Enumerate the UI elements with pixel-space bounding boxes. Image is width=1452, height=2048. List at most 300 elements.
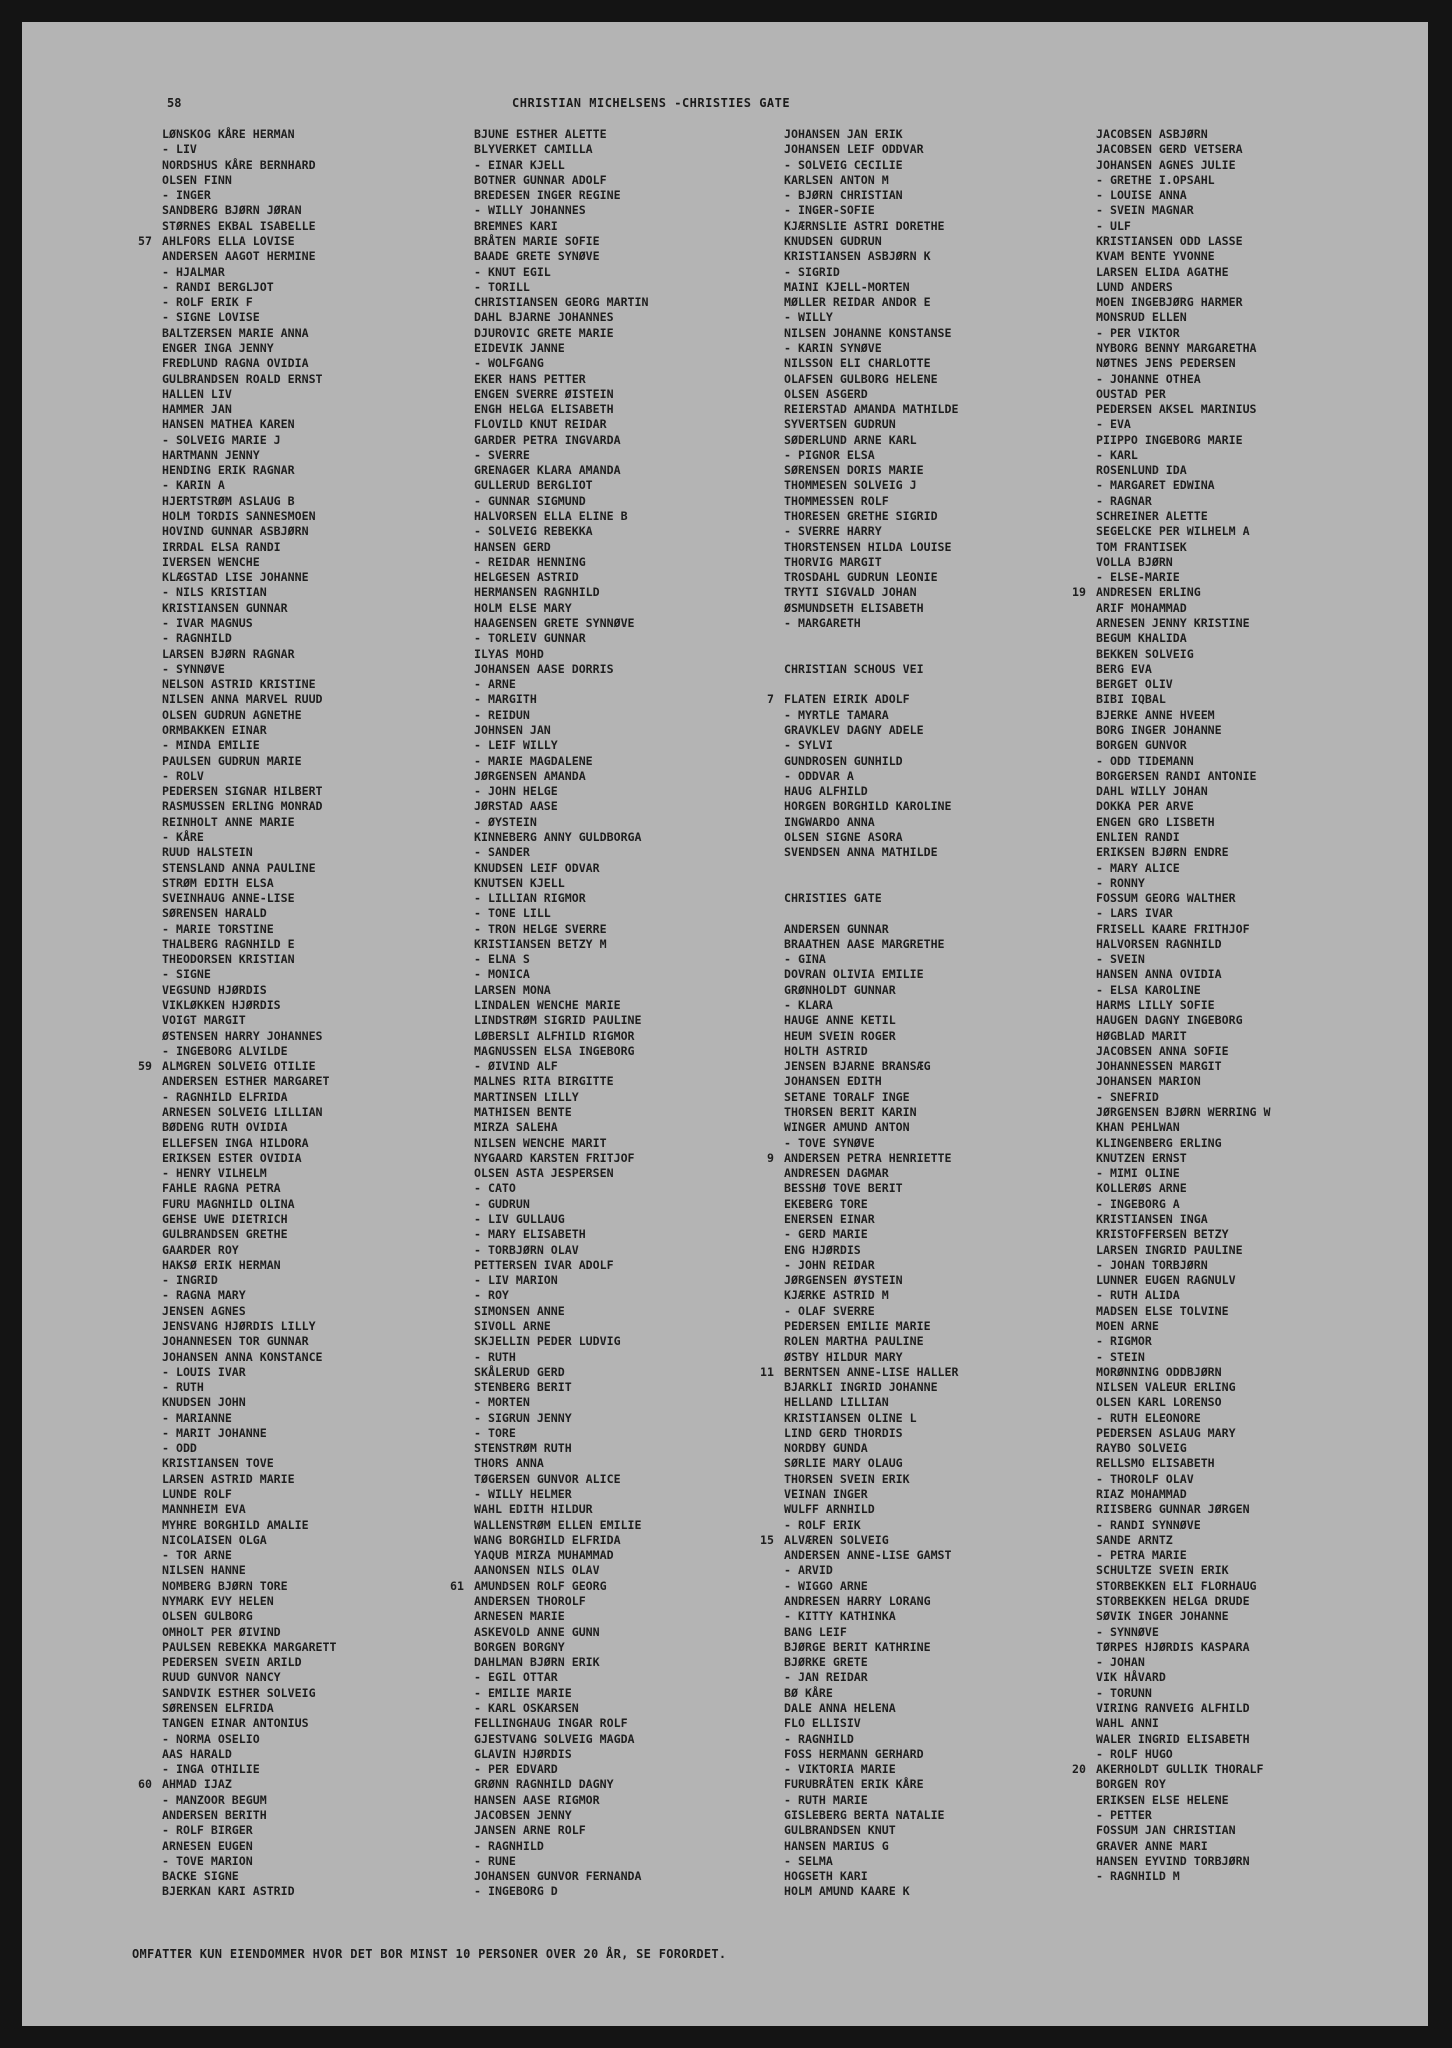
- resident-name: MANNHEIM EVA: [162, 1502, 246, 1517]
- resident-name: - HENRY VILHELM: [162, 1166, 267, 1181]
- resident-name: GRØNHOLDT GUNNAR: [784, 982, 896, 997]
- resident-name: ANDERSEN PETRA HENRIETTE: [784, 1150, 952, 1165]
- resident-line: [474, 142, 649, 157]
- resident-name: FLATEN EIRIK ADOLF: [784, 692, 910, 707]
- resident-line: [162, 1640, 337, 1655]
- resident-line: [474, 1472, 649, 1487]
- resident-line: [784, 1747, 959, 1762]
- resident-name: TANGEN EINAR ANTONIUS: [162, 1716, 309, 1731]
- resident-name: BREDESEN INGER REGINE: [474, 188, 621, 203]
- resident-line: [1096, 1793, 1271, 1808]
- resident-line: [784, 142, 959, 157]
- resident-name: - RUTH: [162, 1380, 204, 1395]
- resident-name: ALMGREN SOLVEIG OTILIE: [162, 1059, 316, 1074]
- resident-name: - EVA: [1096, 417, 1131, 432]
- resident-name: FOSSUM JAN CHRISTIAN: [1096, 1823, 1236, 1838]
- resident-name: KNUTZEN ERNST: [1096, 1150, 1187, 1165]
- resident-name: - MINDA EMILIE: [162, 738, 260, 753]
- resident-name: WULFF ARNHILD: [784, 1502, 875, 1517]
- resident-line: [474, 1747, 649, 1762]
- resident-name: MADSEN ELSE TOLVINE: [1096, 1303, 1229, 1318]
- resident-name: MALNES RITA BIRGITTE: [474, 1074, 614, 1089]
- resident-name: BJØRKE GRETE: [784, 1655, 868, 1670]
- resident-name: GRAVKLEV DAGNY ADELE: [784, 722, 924, 737]
- resident-line: [784, 723, 959, 738]
- resident-name: BORGERSEN RANDI ANTONIE: [1096, 768, 1257, 783]
- resident-name: BOTNER GUNNAR ADOLF: [474, 172, 607, 187]
- resident-line: [162, 967, 337, 982]
- resident-line: [1096, 372, 1271, 387]
- resident-line: [1096, 1395, 1271, 1410]
- resident-line: [784, 1686, 959, 1701]
- resident-line: [162, 1609, 337, 1624]
- resident-line: [784, 1334, 959, 1349]
- resident-name: SCHREINER ALETTE: [1096, 509, 1208, 524]
- resident-line: [162, 1533, 337, 1548]
- resident-name: KJÆRKE ASTRID M: [784, 1288, 889, 1303]
- resident-name: SØRENSEN DORIS MARIE: [784, 463, 924, 478]
- resident-name: ENGEN GRO LISBETH: [1096, 814, 1215, 829]
- resident-line: [1096, 723, 1271, 738]
- resident-name: LØNSKOG KÅRE HERMAN: [162, 127, 295, 141]
- resident-line: [784, 1762, 959, 1777]
- resident-name: NILSEN ANNA MARVEL RUUD: [162, 692, 323, 707]
- resident-name: - MARIT JOHANNE: [162, 1425, 267, 1440]
- resident-name: - RAGNHILD: [784, 1731, 854, 1746]
- resident-line: [784, 891, 959, 906]
- resident-name: FOSS HERMANN GERHARD: [784, 1746, 924, 1761]
- resident-name: ORMBAKKEN EINAR: [162, 722, 267, 737]
- resident-line: [784, 922, 959, 937]
- resident-name: TØGERSEN GUNVOR ALICE: [474, 1471, 621, 1486]
- resident-line: [162, 784, 337, 799]
- resident-line: [162, 1197, 337, 1212]
- resident-line: [1096, 1686, 1271, 1701]
- resident-name: - REIDAR HENNING: [474, 554, 586, 569]
- resident-name: GUNDROSEN GUNHILD: [784, 753, 903, 768]
- resident-name: JØRGENSEN AMANDA: [474, 768, 586, 783]
- resident-line: [474, 188, 649, 203]
- resident-line: [1096, 1640, 1271, 1655]
- resident-name: - GUDRUN: [474, 1196, 530, 1211]
- resident-name: - TORUNN: [1096, 1685, 1152, 1700]
- resident-line: [1096, 127, 1271, 142]
- resident-line: [474, 1197, 649, 1212]
- resident-line: [162, 1273, 337, 1288]
- resident-name: - TRON HELGE SVERRE: [474, 921, 607, 936]
- resident-line: [784, 1793, 959, 1808]
- resident-name: HOLM AMUND KAARE K: [784, 1884, 910, 1899]
- resident-line: [1096, 555, 1271, 570]
- resident-name: MAINI KJELL-MORTEN: [784, 279, 910, 294]
- resident-line: [784, 1625, 959, 1640]
- resident-name: YAQUB MIRZA MUHAMMAD: [474, 1548, 614, 1563]
- resident-line: [1096, 1716, 1271, 1731]
- resident-line: [1096, 356, 1271, 371]
- resident-name: JOHNSEN JAN: [474, 722, 551, 737]
- resident-line: [784, 1670, 959, 1685]
- resident-name: - ROLF HUGO: [1096, 1746, 1173, 1761]
- resident-name: MORØNNING ODDBJØRN: [1096, 1364, 1222, 1379]
- resident-name: OLSEN SIGNE ASORA: [784, 829, 903, 844]
- resident-line: [474, 326, 649, 341]
- resident-line: [1096, 1365, 1271, 1380]
- resident-name: ANDRESEN DAGMAR: [784, 1166, 889, 1181]
- resident-line: [784, 1074, 959, 1089]
- resident-name: RELLSMO ELISABETH: [1096, 1456, 1215, 1471]
- resident-name: - TORILL: [474, 279, 530, 294]
- resident-line: [162, 433, 337, 448]
- resident-name: HANSEN MATHEA KAREN: [162, 417, 295, 432]
- resident-line: [162, 815, 337, 830]
- resident-name: - ROLV: [162, 768, 204, 783]
- resident-line: [474, 341, 649, 356]
- resident-line: [1096, 1243, 1271, 1258]
- resident-name: - LOUIS IVAR: [162, 1364, 246, 1379]
- resident-name: MOEN INGEBJØRG HARMER: [1096, 295, 1243, 310]
- resident-name: OLSEN GUDRUN AGNETHE: [162, 707, 302, 722]
- resident-line: [474, 249, 649, 264]
- resident-line: [474, 524, 649, 539]
- resident-line: [162, 738, 337, 753]
- resident-name: - MARY ELISABETH: [474, 1227, 586, 1242]
- resident-line: [784, 219, 959, 234]
- resident-name: - INGRID: [162, 1273, 218, 1288]
- resident-name: KOLLERØS ARNE: [1096, 1181, 1187, 1196]
- resident-line: [162, 1105, 337, 1120]
- resident-name: BESSHØ TOVE BERIT: [784, 1181, 903, 1196]
- resident-name: - LIV GULLAUG: [474, 1211, 565, 1226]
- resident-line: [162, 861, 337, 876]
- resident-name: - SIGRID: [784, 264, 840, 279]
- resident-name: HØGBLAD MARIT: [1096, 1028, 1187, 1043]
- resident-line: [784, 1655, 959, 1670]
- resident-name: DALE ANNA HELENA: [784, 1700, 896, 1715]
- resident-line: [1096, 1502, 1271, 1517]
- resident-line: [162, 662, 337, 677]
- resident-line: [784, 601, 959, 616]
- resident-name: FLO ELLISIV: [784, 1716, 861, 1731]
- resident-line: [1096, 1212, 1271, 1227]
- resident-name: HAKSØ ERIK HERMAN: [162, 1257, 281, 1272]
- resident-line: [474, 601, 649, 616]
- resident-line: [162, 1258, 337, 1273]
- resident-line: [1096, 1044, 1271, 1059]
- resident-line: [1096, 1334, 1271, 1349]
- resident-name: PEDERSEN ASLAUG MARY: [1096, 1425, 1236, 1440]
- resident-line: [784, 830, 959, 845]
- resident-line: [162, 494, 337, 509]
- resident-line: [162, 876, 337, 891]
- resident-name: - ELNA S: [474, 952, 530, 967]
- resident-line: [474, 1350, 649, 1365]
- resident-line: [1096, 509, 1271, 524]
- resident-name: - ARNE: [474, 677, 516, 692]
- resident-line: [1096, 1029, 1271, 1044]
- resident-name: BERG EVA: [1096, 661, 1152, 676]
- resident-name: KRISTIANSEN TOVE: [162, 1456, 274, 1471]
- resident-name: GISLEBERG BERTA NATALIE: [784, 1807, 945, 1822]
- resident-line: [1096, 1411, 1271, 1426]
- resident-line: [474, 1243, 649, 1258]
- resident-name: - JOHANNE OTHEA: [1096, 371, 1201, 386]
- resident-name: - RAGNHILD: [162, 631, 232, 646]
- resident-line: [162, 280, 337, 295]
- resident-name: HAAGENSEN GRETE SYNNØVE: [474, 616, 635, 630]
- resident-line: [1096, 738, 1271, 753]
- resident-name: HANSEN ANNA OVIDIA: [1096, 967, 1222, 982]
- resident-name: - RAGNHILD ELFRIDA: [162, 1089, 288, 1104]
- resident-name: HAUG ALFHILD: [784, 784, 868, 799]
- resident-name: ARNESEN MARIE: [474, 1609, 565, 1624]
- resident-line: [162, 1869, 337, 1884]
- resident-name: - SIGNE LOVISE: [162, 310, 260, 325]
- resident-name: JØRSTAD AASE: [474, 799, 558, 814]
- resident-line: [474, 1732, 649, 1747]
- resident-line: [162, 1472, 337, 1487]
- resident-name: - MARIE MAGDALENE: [474, 753, 593, 768]
- resident-line: [1096, 387, 1271, 402]
- resident-name: RASMUSSEN ERLING MONRAD: [162, 799, 323, 814]
- resident-line: [162, 799, 337, 814]
- resident-line: [784, 1869, 959, 1884]
- resident-line: [162, 1518, 337, 1533]
- resident-name: HENDING ERIK RAGNAR: [162, 463, 295, 478]
- resident-name: SKJELLIN PEDER LUDVIG: [474, 1334, 621, 1349]
- resident-line: [784, 1487, 959, 1502]
- resident-name: HAUGEN DAGNY INGEBORG: [1096, 1013, 1243, 1028]
- resident-name: ENGER INGA JENNY: [162, 340, 274, 355]
- resident-line: [784, 952, 959, 967]
- resident-line: [1096, 830, 1271, 845]
- resident-name: WAHL ANNI: [1096, 1716, 1159, 1731]
- resident-line: [1096, 1609, 1271, 1624]
- resident-name: LARSEN ELIDA AGATHE: [1096, 264, 1229, 279]
- resident-line: [474, 1090, 649, 1105]
- resident-line: [474, 1701, 649, 1716]
- resident-line: [784, 1166, 959, 1181]
- resident-name: SVEINHAUG ANNE-LISE: [162, 891, 295, 906]
- resident-name: - RIGMOR: [1096, 1334, 1152, 1349]
- resident-line: [784, 738, 959, 753]
- resident-name: JOHANSEN JAN ERIK: [784, 127, 903, 141]
- resident-line: [1096, 937, 1271, 952]
- resident-name: BJARKLI INGRID JOHANNE: [784, 1380, 938, 1395]
- resident-line: [784, 876, 959, 891]
- resident-line: [474, 692, 649, 707]
- resident-line: [784, 1197, 959, 1212]
- resident-name: ANDERSEN AAGOT HERMINE: [162, 249, 316, 264]
- resident-line: [1096, 249, 1271, 264]
- resident-line: [784, 769, 959, 784]
- resident-line: [474, 922, 649, 937]
- resident-line: [162, 998, 337, 1013]
- resident-name: HELGESEN ASTRID: [474, 570, 579, 585]
- resident-name: BACKE SIGNE: [162, 1869, 239, 1884]
- resident-name: - INGEBORG ALVILDE: [162, 1043, 288, 1058]
- resident-line: [474, 1288, 649, 1303]
- resident-name: OMHOLT PER ØIVIND: [162, 1624, 281, 1639]
- resident-name: - MARIE TORSTINE: [162, 921, 274, 936]
- resident-line: [474, 876, 649, 891]
- resident-line: [474, 998, 649, 1013]
- resident-name: HANSEN AASE RIGMOR: [474, 1792, 600, 1807]
- resident-line: [1096, 616, 1271, 631]
- resident-line: [162, 356, 337, 371]
- resident-line: [162, 1243, 337, 1258]
- resident-line: [784, 463, 959, 478]
- resident-name: DOVRAN OLIVIA EMILIE: [784, 967, 924, 982]
- resident-name: - KÅRE: [162, 829, 204, 844]
- resident-line: [784, 754, 959, 769]
- resident-name: - LILLIAN RIGMOR: [474, 891, 586, 906]
- resident-name: DAHL BJARNE JOHANNES: [474, 310, 614, 325]
- resident-name: NILSEN WENCHE MARIT: [474, 1135, 607, 1150]
- resident-line: [162, 845, 337, 860]
- resident-name: GRØNN RAGNHILD DAGNY: [474, 1777, 614, 1792]
- resident-name: SANDE ARNTZ: [1096, 1532, 1173, 1547]
- resident-line: [784, 372, 959, 387]
- resident-name: SØRLIE MARY OLAUG: [784, 1456, 903, 1471]
- resident-name: INGWARDO ANNA: [784, 814, 875, 829]
- resident-name: OLSEN GULBORG: [162, 1609, 253, 1624]
- resident-line: [784, 1304, 959, 1319]
- resident-name: FOSSUM GEORG WALTHER: [1096, 891, 1236, 906]
- resident-name: SØDERLUND ARNE KARL: [784, 432, 917, 447]
- resident-name: NOMBERG BJØRN TORE: [162, 1578, 288, 1593]
- resident-name: KRISTIANSEN BETZY M: [474, 936, 607, 951]
- resident-name: SCHULTZE SVEIN ERIK: [1096, 1563, 1229, 1578]
- resident-name: - PETRA MARIE: [1096, 1548, 1187, 1563]
- resident-line: [1096, 188, 1271, 203]
- resident-line: [1096, 1655, 1271, 1670]
- resident-name: PAULSEN REBEKKA MARGARETT: [162, 1639, 337, 1654]
- resident-name: ROLEN MARTHA PAULINE: [784, 1334, 924, 1349]
- resident-line: [784, 585, 959, 600]
- resident-name: - MARGITH: [474, 692, 537, 707]
- resident-line: [1096, 1472, 1271, 1487]
- resident-line: [474, 1426, 649, 1441]
- resident-name: - ULF: [1096, 218, 1131, 233]
- resident-line: [1096, 1288, 1271, 1303]
- resident-name: JACOBSEN JENNY: [474, 1807, 572, 1822]
- resident-line: [474, 1640, 649, 1655]
- resident-name: GAARDER ROY: [162, 1242, 239, 1257]
- resident-name: - REIDUN: [474, 707, 530, 722]
- resident-name: LIND GERD THORDIS: [784, 1425, 903, 1440]
- resident-name: JOHANSEN MARION: [1096, 1074, 1201, 1089]
- resident-name: ENGEN SVERRE ØISTEIN: [474, 386, 614, 401]
- resident-line: [1096, 1258, 1271, 1273]
- resident-line: [474, 1074, 649, 1089]
- resident-line: [784, 616, 959, 631]
- resident-line: [162, 1227, 337, 1242]
- resident-line: [138, 233, 337, 249]
- resident-name: EKEBERG TORE: [784, 1196, 868, 1211]
- resident-name: THORSTENSEN HILDA LOUISE: [784, 539, 952, 554]
- resident-name: GARDER PETRA INGVARDA: [474, 432, 621, 447]
- resident-name: - PIGNOR ELSA: [784, 447, 875, 462]
- resident-line: [162, 891, 337, 906]
- resident-line: [474, 830, 649, 845]
- resident-line: [162, 1013, 337, 1028]
- resident-name: - KLARA: [784, 998, 833, 1013]
- resident-line: [784, 815, 959, 830]
- resident-name: - WILLY: [784, 310, 833, 325]
- resident-line: [162, 1670, 337, 1685]
- resident-name: - GUNNAR SIGMUND: [474, 493, 586, 508]
- resident-name: JENSEN BJARNE BRANSÆG: [784, 1059, 931, 1074]
- resident-line: [162, 708, 337, 723]
- resident-line: [1096, 1380, 1271, 1395]
- resident-line: [1096, 219, 1271, 234]
- resident-name: ØSTENSEN HARRY JOHANNES: [162, 1028, 323, 1043]
- resident-line: [162, 173, 337, 188]
- resident-name: - ØYSTEIN: [474, 814, 537, 829]
- resident-line: [784, 1563, 959, 1578]
- resident-name: ANDRESEN ERLING: [1096, 585, 1201, 600]
- resident-line: [784, 1823, 959, 1838]
- resident-line: [474, 1869, 649, 1884]
- resident-line: [162, 1090, 337, 1105]
- resident-name: ANDERSEN GUNNAR: [784, 921, 889, 936]
- resident-line: [474, 1273, 649, 1288]
- resident-name: GEHSE UWE DIETRICH: [162, 1211, 288, 1226]
- resident-name: - TONE LILL: [474, 906, 551, 921]
- resident-name: - SIGRUN JENNY: [474, 1410, 572, 1425]
- resident-line: [474, 127, 649, 142]
- resident-line: [474, 1670, 649, 1685]
- resident-line: [474, 1762, 649, 1777]
- resident-name: JOHANSEN AASE DORRIS: [474, 661, 614, 676]
- resident-name: JOHANNESSEN MARGIT: [1096, 1059, 1222, 1074]
- resident-name: IVERSEN WENCHE: [162, 554, 260, 569]
- resident-name: ANDERSEN THOROLF: [474, 1594, 586, 1608]
- resident-name: MIRZA SALEHA: [474, 1120, 558, 1135]
- resident-line: [1096, 1701, 1271, 1716]
- resident-line: [474, 310, 649, 325]
- resident-name: LUND ANDERS: [1096, 279, 1173, 294]
- resident-name: SØVIK INGER JOHANNE: [1096, 1609, 1229, 1624]
- resident-line: [162, 1365, 337, 1380]
- resident-line: [784, 1044, 959, 1059]
- resident-line: [162, 1426, 337, 1441]
- resident-name: - JOHAN: [1096, 1655, 1145, 1670]
- resident-line: [784, 647, 959, 662]
- resident-name: BØDENG RUTH OVIDIA: [162, 1120, 288, 1135]
- resident-name: - GINA: [784, 952, 826, 967]
- resident-line: [162, 1380, 337, 1395]
- resident-line: [1096, 952, 1271, 967]
- resident-line: [784, 203, 959, 218]
- resident-line: [474, 555, 649, 570]
- resident-line: [162, 906, 337, 921]
- resident-name: - TORE: [474, 1425, 516, 1440]
- resident-line: [474, 1120, 649, 1135]
- resident-line: [1096, 341, 1271, 356]
- resident-line: [162, 1823, 337, 1838]
- resident-line: [162, 555, 337, 570]
- resident-name: NILSEN VALEUR ERLING: [1096, 1380, 1236, 1395]
- resident-name: NYGAARD KARSTEN FRITJOF: [474, 1150, 635, 1165]
- resident-line: [784, 158, 959, 173]
- resident-line: [784, 1380, 959, 1395]
- resident-line: [474, 1487, 649, 1502]
- resident-line: [1096, 1625, 1271, 1640]
- resident-name: THORESEN GRETHE SIGRID: [784, 509, 938, 524]
- resident-name: PEDERSEN EMILIE MARIE: [784, 1318, 931, 1333]
- resident-line: [1096, 1548, 1271, 1563]
